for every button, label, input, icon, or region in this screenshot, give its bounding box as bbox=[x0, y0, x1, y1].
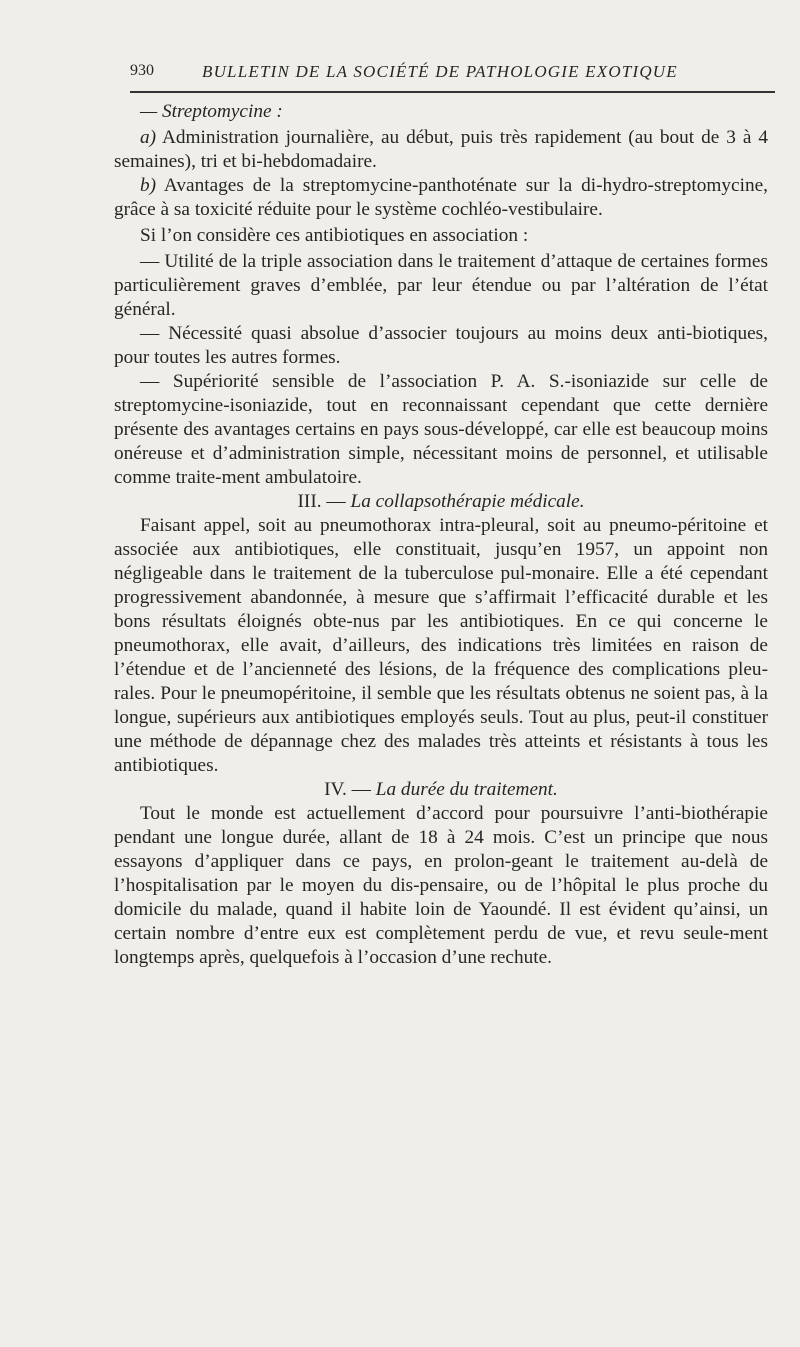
section-4-number: IV. — bbox=[324, 779, 371, 800]
section-4-title bbox=[114, 778, 768, 802]
section-3-title bbox=[114, 490, 768, 514]
section-3-paragraph: Faisant appel, soit au pneumothorax intra-pleural, soit au pneumo-péritoine et associée aux antibiotiques, elle constituait, jusqu’en 1957, un appoint non négligeable dans le traitement de la tuberculose pul-monaire. Elle a été cependant progressivement abandonnée, à mesure que s’affirmait l’efficacité durable et les bons résultats éloignés obte-nus par les antibiotiques. En ce qui concerne le pneumothorax, elle avait, d’ailleurs, des indications très limitées en raison de l’étendue et de l’ancienneté des lésions, de la fréquence des complications pleu-rales. Pour le pneumopéritoine, il semble que les résultats obtenus ne soient pas, à la longue, supérieurs aux antibiotiques employés seuls. Tout au plus, peut-il constituer une méthode de dépannage chez des malades très atteints et résistants à tous les antibiotiques. bbox=[114, 515, 768, 776]
header-rule bbox=[130, 91, 775, 93]
section-3-title-text: La collapsothérapie médicale. bbox=[350, 491, 585, 512]
item-b-marker: b) bbox=[140, 175, 157, 196]
association-intro: Si l’on considère ces antibiotiques en association : bbox=[140, 225, 529, 246]
page-header bbox=[130, 58, 775, 88]
page-number: 930 bbox=[130, 62, 154, 79]
streptomycine-heading: — Streptomycine : bbox=[140, 101, 283, 122]
article-body bbox=[114, 100, 768, 970]
item-b-paragraph bbox=[114, 174, 768, 222]
association-item-3: — Supériorité sensible de l’association P. A. S.-isoniazide sur celle de streptomycine-isoniazide, tout en reconnaissant cependant que cette dernière présente des avantages certains en pays sous-développé, car elle est beaucoup moins onéreuse et d’administration simple, nécessitant moins de personnel, et utilisable comme traite-ment ambulatoire. bbox=[114, 371, 768, 488]
association-item-2: — Nécessité quasi absolue d’associer toujours au moins deux anti-biotiques, pour toutes les autres formes. bbox=[114, 323, 768, 368]
association-item-1: — Utilité de la triple association dans le traitement d’attaque de certaines formes particulièrement graves d’emblée, par leur étendue ou par l’altération de l’état général. bbox=[114, 251, 768, 320]
section-4-title-text: La durée du traitement. bbox=[375, 779, 558, 800]
section-3-number: III. — bbox=[297, 491, 346, 512]
item-b-text: Avantages de la streptomycine-panthoténate sur la di-hydro-streptomycine, grâce à sa toxicité réduite pour le système cochléo-vestibulaire. bbox=[114, 175, 768, 220]
item-a-paragraph bbox=[114, 126, 768, 174]
item-a-text: Administration journalière, au début, puis très rapidement (au bout de 3 à 4 semaines), tri et bi-hebdomadaire. bbox=[114, 127, 768, 172]
running-title: BULLETIN DE LA SOCIÉTÉ DE PATHOLOGIE EXOTIQUE bbox=[202, 62, 678, 81]
section-4-paragraph: Tout le monde est actuellement d’accord pour poursuivre l’anti-biothérapie pendant une longue durée, allant de 18 à 24 mois. C’est un principe que nous essayons d’appliquer dans ce pays, en prolon-geant le traitement au-delà de l’hospitalisation par le moyen du dis-pensaire, ou de l’hôpital le plus proche du domicile du malade, quand il habite loin de Yaoundé. Il est évident qu’ainsi, un certain nombre d’entre eux est complètement perdu de vue, et revu seule-ment longtemps après, quelquefois à l’occasion d’une rechute. bbox=[114, 803, 768, 968]
item-a-marker: a) bbox=[140, 127, 157, 148]
